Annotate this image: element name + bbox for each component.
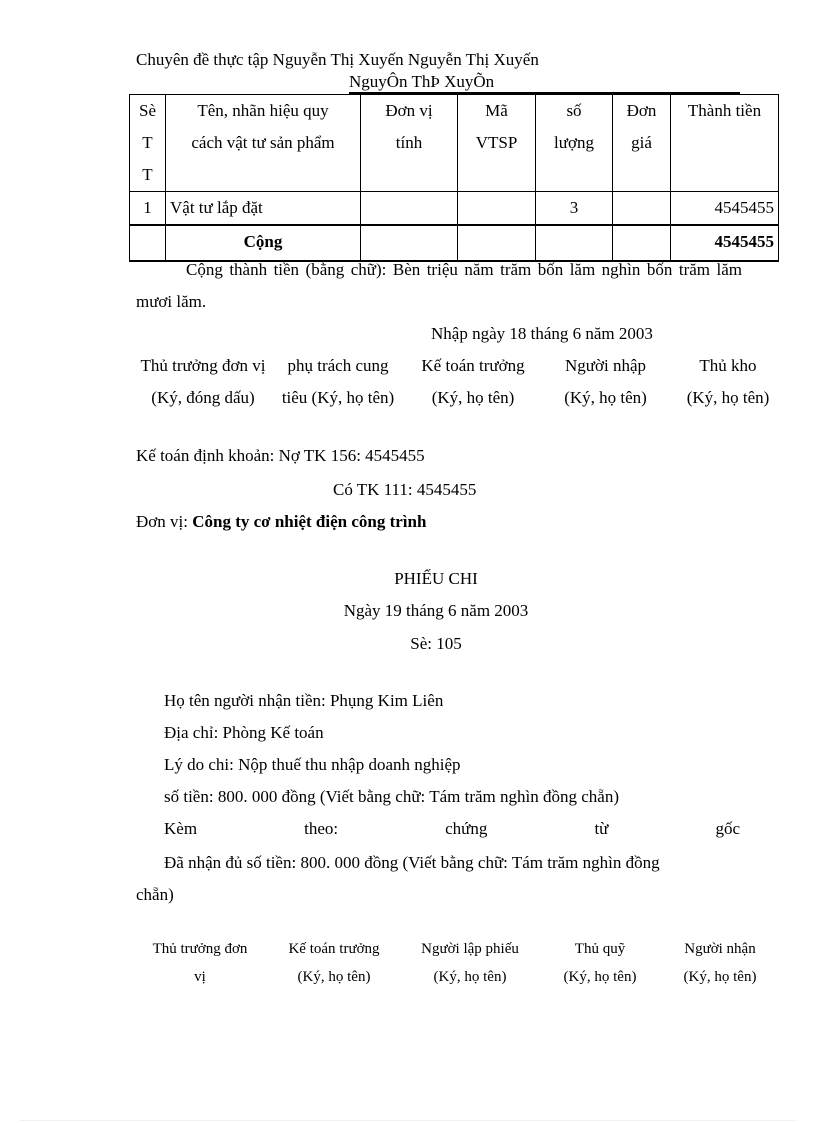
amount-in-words: Cộng thành tiền (bằng chữ): Bèn triệu năm trăm bốn lăm nghìn bốn trăm lăm mươi lăm.	[136, 260, 742, 311]
voucher-title: PHIẾU CHI	[394, 569, 478, 588]
credit-entry: Có TK 111: 4545455	[333, 480, 477, 499]
voucher-number: Sè: 105	[410, 634, 462, 653]
cell-stt: 1	[130, 192, 166, 226]
total-amount: 4545455	[671, 225, 779, 261]
header-code: Mã VTSP	[458, 95, 536, 192]
signature-block: phụ trách cung tiêu (Ký, họ tên)	[281, 356, 395, 407]
header-price: Đơn giá	[613, 95, 671, 192]
received-line: Đã nhận đủ số tiền: 800. 000 đồng (Viết bằng chữ: Tám trăm nghìn đồng	[164, 853, 660, 872]
signature-block: Người nhận (Ký, họ tên)	[683, 941, 757, 985]
receipt-signatures	[133, 350, 803, 414]
goods-table	[129, 94, 779, 262]
signature-block: Người nhập (Ký, họ tên)	[564, 356, 647, 407]
header-amount: Thành tiền	[671, 95, 779, 192]
cell-amount: 4545455	[671, 192, 779, 226]
cell-unit	[361, 192, 458, 226]
voucher-reason: Lý do chi: Nộp thuế thu nhập doanh nghiệp	[164, 755, 461, 774]
cell-name: Vật tư lắp đặt	[166, 192, 361, 226]
header-name: Tên, nhãn hiệu quy cách vật tư sản phẩm	[166, 95, 361, 192]
cell-qty: 3	[536, 192, 613, 226]
cell-price	[613, 192, 671, 226]
unit-label: Đơn vị:	[136, 512, 188, 531]
unit-line	[136, 506, 426, 538]
table-header-row	[130, 95, 779, 192]
signature-block: Thủ quỹ (Ký, họ tên)	[563, 941, 637, 985]
total-label: Cộng	[166, 225, 361, 261]
unit-name: Công ty cơ nhiệt điện công trình	[192, 512, 427, 531]
header-qty: số lượng	[536, 95, 613, 192]
voucher-date: Ngày 19 tháng 6 năm 2003	[343, 601, 529, 620]
voucher-recipient: Họ tên người nhận tiền: Phụng Kim Liên	[164, 691, 444, 710]
signature-block: Người lập phiếu (Ký, họ tên)	[421, 941, 519, 985]
voucher-amount: số tiền: 800. 000 đồng (Viết bằng chữ: Tám trăm nghìn đồng chẵn)	[164, 787, 619, 806]
attached-documents-line: Kèm theo: chứng từ gốc	[164, 819, 740, 838]
signature-block: Thủ kho (Ký, họ tên)	[686, 356, 770, 407]
received-line-continued: chẵn)	[136, 885, 174, 904]
table-row	[130, 192, 779, 226]
cell-code	[458, 192, 536, 226]
page-header: Chuyên đề thực tập Nguyễn Thị Xuyến Nguyễn Thị Xuyến	[136, 50, 539, 69]
accounting-entry: Kế toán định khoản: Nợ TK 156: 4545455	[136, 446, 425, 465]
signature-block: Kế toán trưởng (Ký, họ tên)	[288, 941, 380, 985]
voucher-address: Địa chỉ: Phòng Kế toán	[164, 723, 324, 742]
signature-block: Kế toán trưởng (Ký, họ tên)	[421, 356, 525, 407]
signature-block: Thủ trưởng đơn vị (Ký, đóng dấu)	[140, 356, 266, 407]
header-unit: Đơn vị tính	[361, 95, 458, 192]
signature-block: Thủ trưởng đơn vị	[152, 941, 248, 985]
receipt-date: Nhập ngày 18 tháng 6 năm 2003	[431, 324, 653, 343]
page-footer-rule	[20, 1120, 796, 1121]
page-header-subtitle: NguyÔn ThÞ XuyÕn	[349, 72, 495, 91]
header-stt: Sè T T	[130, 95, 166, 192]
voucher-signatures	[136, 935, 776, 991]
